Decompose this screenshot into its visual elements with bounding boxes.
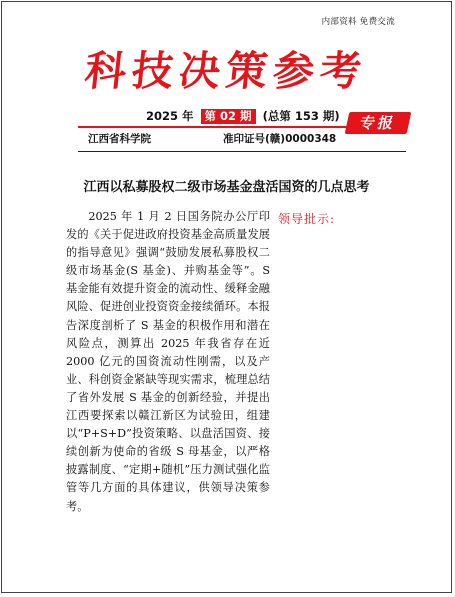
print-permit-number: 准印证号(赣)0000348 (223, 133, 337, 145)
black-divider (78, 151, 406, 152)
issue-line (146, 108, 340, 124)
publisher-organization: 江西省科学院 (88, 133, 151, 145)
issue-year: 2025 年 (146, 109, 194, 123)
internal-note: 内部资料 免费交流 (321, 17, 395, 27)
total-issue-number: (总第 153 期) (262, 109, 340, 123)
special-report-badge: 专报 (345, 112, 412, 134)
article-title: 江西以私募股权二级市场基金盘活国资的几点思考 (83, 180, 370, 195)
masthead-title: 科技决策参考 (82, 47, 370, 95)
article-body: 2025 年 1 月 2 日国务院办公厅印发的《关于促进政府投资基金高质量发展的指导意见》强调“鼓励发展私募股权二级市场基金(S 基金)、并购基金等”。S 基金能有效提升资金的流动性、缓释金融风险、促进创业投资资金接续循环。本报告深度剖析了 S 基金的积极作用和潜在风险点，测算出 2025 年我省存在近 2000 亿元的国资流动性刚需，以及产业、科创资金紧缺等现实需求，梳理总结了省外发展 S 基金的创新经验，并提出江西要探索以赣江新区为试验田，组建以“P+S+D”投资策略、以盘活国资、接续创新为使命的省级 S 母基金，以严格披露制度、“定期+随机”压力测试强化监管等几方面的具体建议，供领导决策参考。 (66, 210, 270, 513)
issue-number-badge: 第 02 期 (201, 109, 256, 124)
document-page (1, 1, 452, 593)
leader-comment-label: 领导批示: (278, 212, 336, 226)
red-divider (78, 126, 350, 128)
